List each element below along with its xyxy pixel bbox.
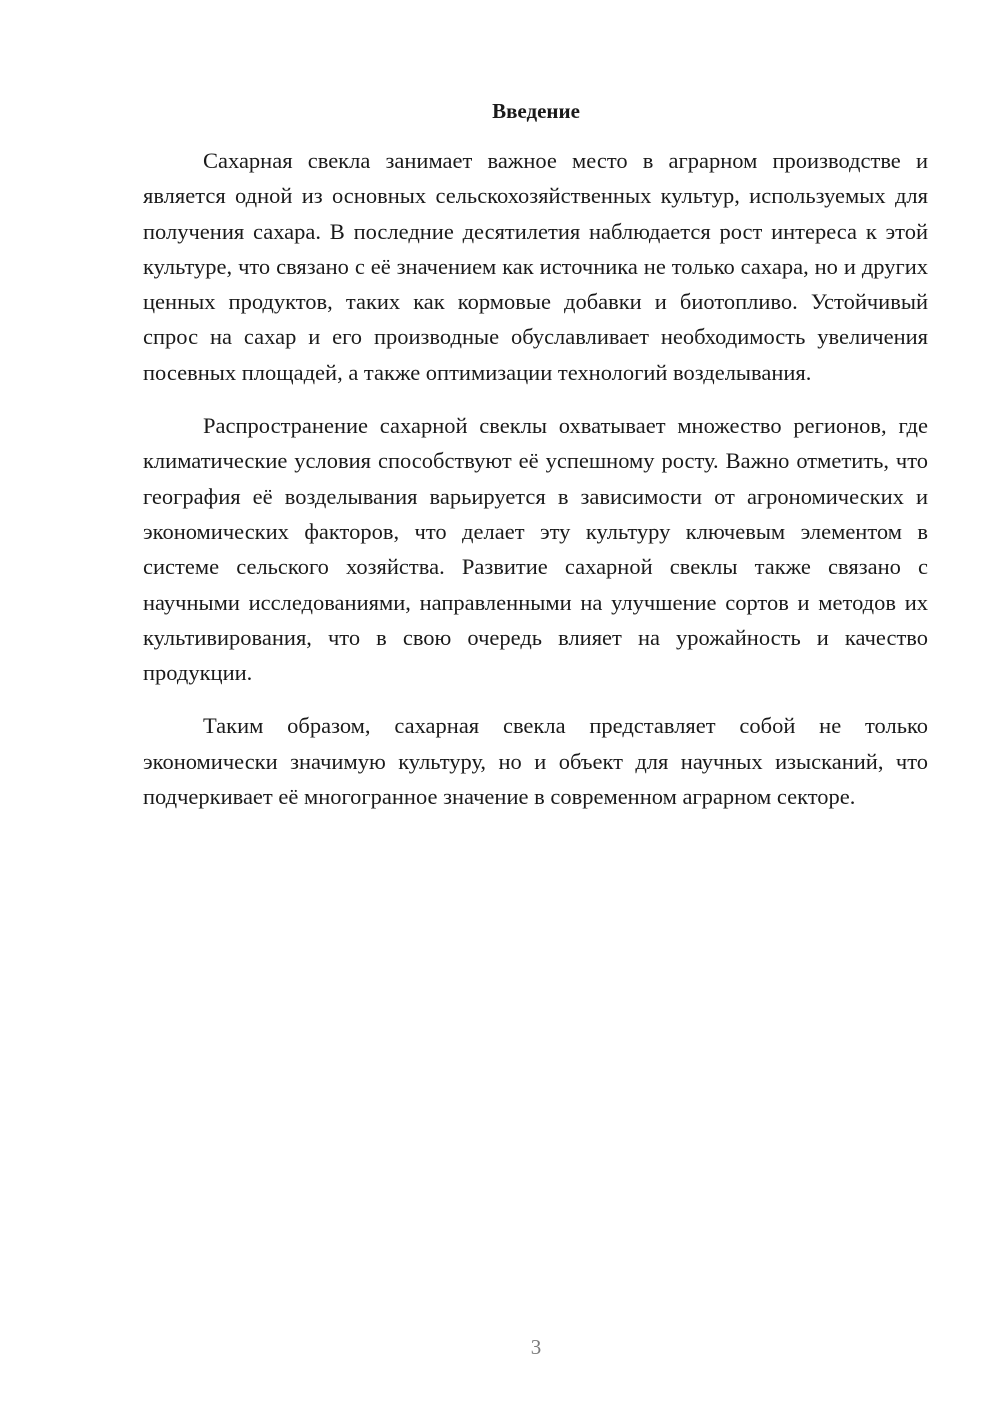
paragraph-2: Распространение сахарной свеклы охватывает множество регионов, где климатические условия способствуют её успешному росту. Важно отметить, что география её возделывания варьируется в зависимости от агрономических и экономических факторов, что делает эту культуру ключевым элементом в системе сельского хозяйства. Развитие сахарной свеклы также связано с научными исследованиями, направленными на улучшение сортов и методов их культивирования, что в свою очередь влияет на урожайность и качество продукции.: [143, 413, 928, 686]
paragraph-1: Сахарная свекла занимает важное место в аграрном производстве и является одной из основных сельскохозяйственных культур, используемых для получения сахара. В последние десятилетия наблюдается рост интереса к этой культуре, что связано с её значением как источника не только сахара, но и других ценных продуктов, таких как кормовые добавки и биотопливо. Устойчивый спрос на сахар и его производные обуславливает необходимость увеличения посевных площадей, а также оптимизации технологий возделывания.: [143, 148, 928, 385]
section-title: Введение: [492, 99, 580, 123]
document-body: [143, 143, 928, 814]
page-number: 3: [530, 1335, 542, 1359]
paragraph-3: Таким образом, сахарная свекла представляет собой не только экономически значимую культуру, но и объект для научных изысканий, что подчеркивает её многогранное значение в современном аграрном секторе.: [143, 713, 928, 810]
